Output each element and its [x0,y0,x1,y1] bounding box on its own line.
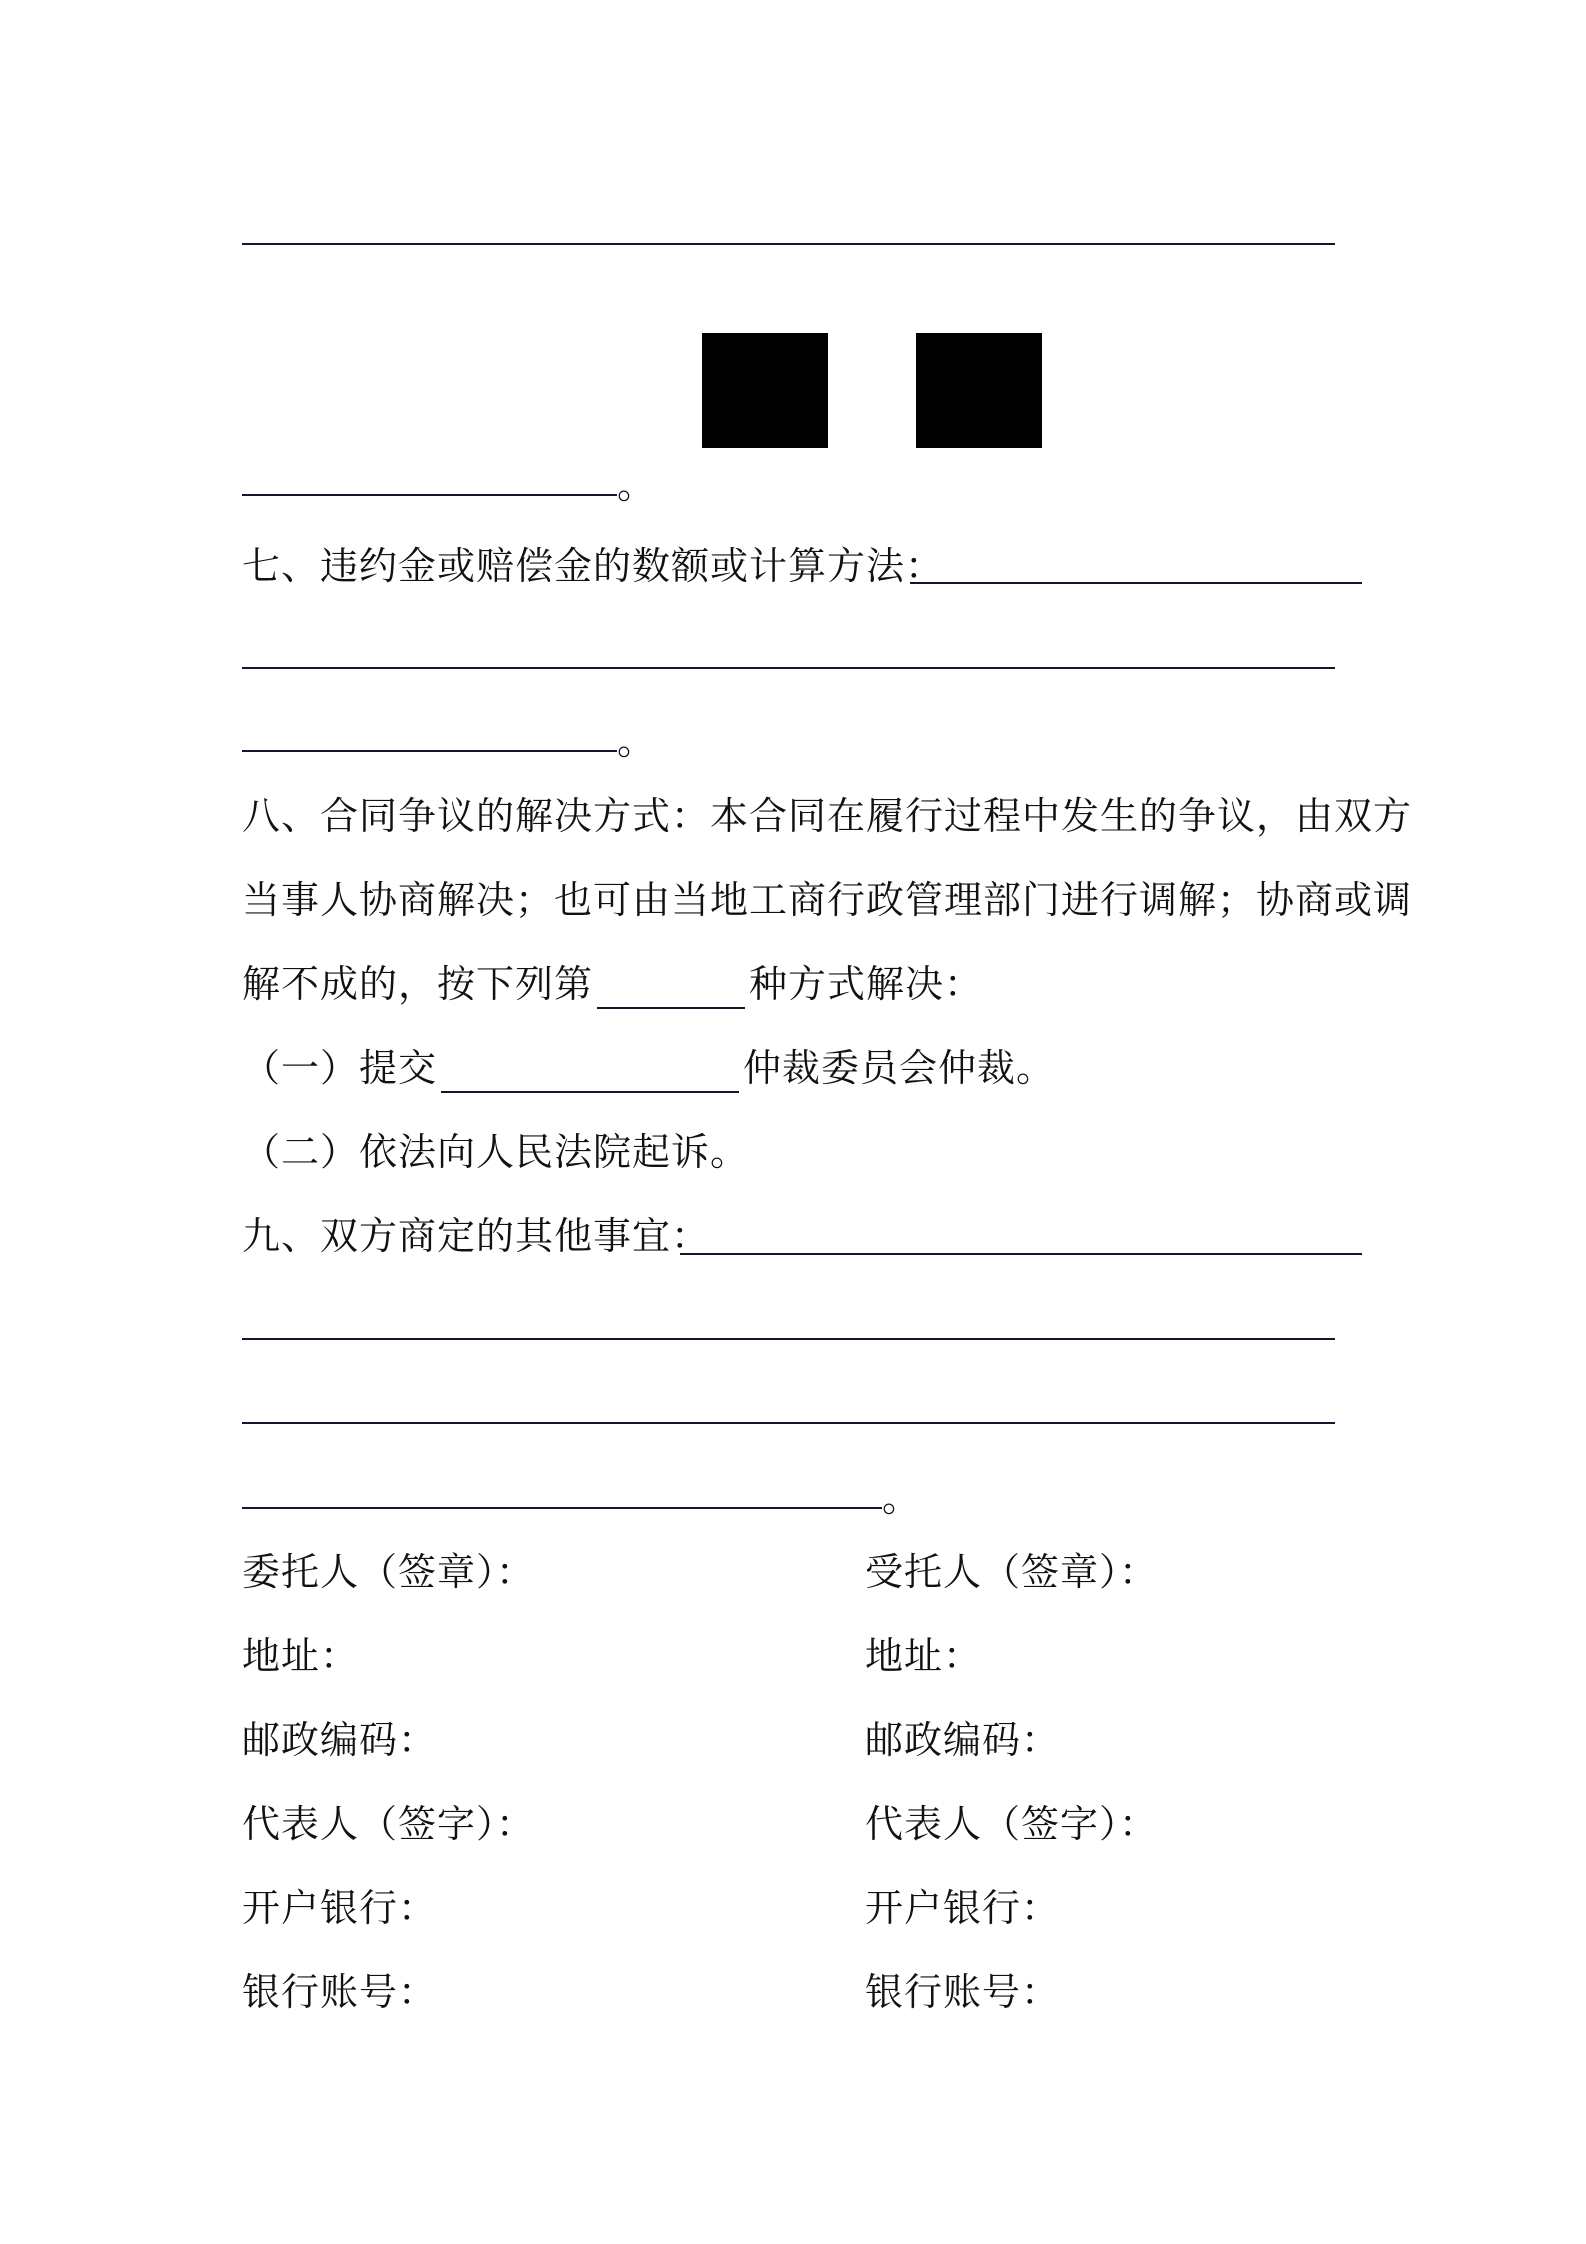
client-seal-label: 委托人（签章）： [242,1550,536,1594]
section-8-line-3-suffix: 种方式解决： [749,962,984,1006]
method-number-blank [597,971,745,1009]
fill-line [242,1507,882,1509]
period-mark: 。 [617,463,656,507]
client-bank-label: 开户银行： [242,1886,438,1930]
fill-line [680,1253,1362,1255]
agent-address-label: 地址： [865,1634,983,1678]
redaction-block [916,333,1042,448]
section-7-heading: 七、违约金或赔偿金的数额或计算方法： [242,544,945,588]
arbitration-committee-blank [441,1055,739,1093]
fill-line [242,494,617,496]
section-8-option-1 [242,1043,1055,1093]
agent-representative-label: 代表人（签字）： [865,1802,1159,1846]
fill-line [242,1338,1335,1340]
option-1-prefix: （一）提交 [242,1046,438,1090]
section-8-option-2: （二）依法向人民法院起诉。 [242,1130,750,1174]
section-8-line-2: 当事人协商解决；也可由当地工商行政管理部门进行调解；协商或调 [242,878,1413,922]
period-mark: 。 [882,1476,921,1520]
fill-line [910,582,1362,584]
fill-line [242,243,1335,245]
period-mark: 。 [617,719,656,763]
section-8-line-3-prefix: 解不成的，按下列第 [242,962,594,1006]
agent-account-label: 银行账号： [865,1970,1061,2014]
section-9-heading: 九、双方商定的其他事宜： [242,1214,711,1258]
redaction-block [702,333,828,448]
client-address-label: 地址： [242,1634,360,1678]
client-account-label: 银行账号： [242,1970,438,2014]
client-representative-label: 代表人（签字）： [242,1802,536,1846]
agent-postcode-label: 邮政编码： [865,1718,1061,1762]
fill-line [242,750,617,752]
client-postcode-label: 邮政编码： [242,1718,438,1762]
agent-bank-label: 开户银行： [865,1886,1061,1930]
option-1-suffix: 仲裁委员会仲裁。 [743,1046,1056,1090]
section-8-line-1: 八、合同争议的解决方式：本合同在履行过程中发生的争议，由双方 [242,794,1413,838]
fill-line [242,667,1335,669]
section-8-line-3 [242,959,983,1009]
fill-line [242,1422,1335,1424]
agent-seal-label: 受托人（签章）： [865,1550,1159,1594]
